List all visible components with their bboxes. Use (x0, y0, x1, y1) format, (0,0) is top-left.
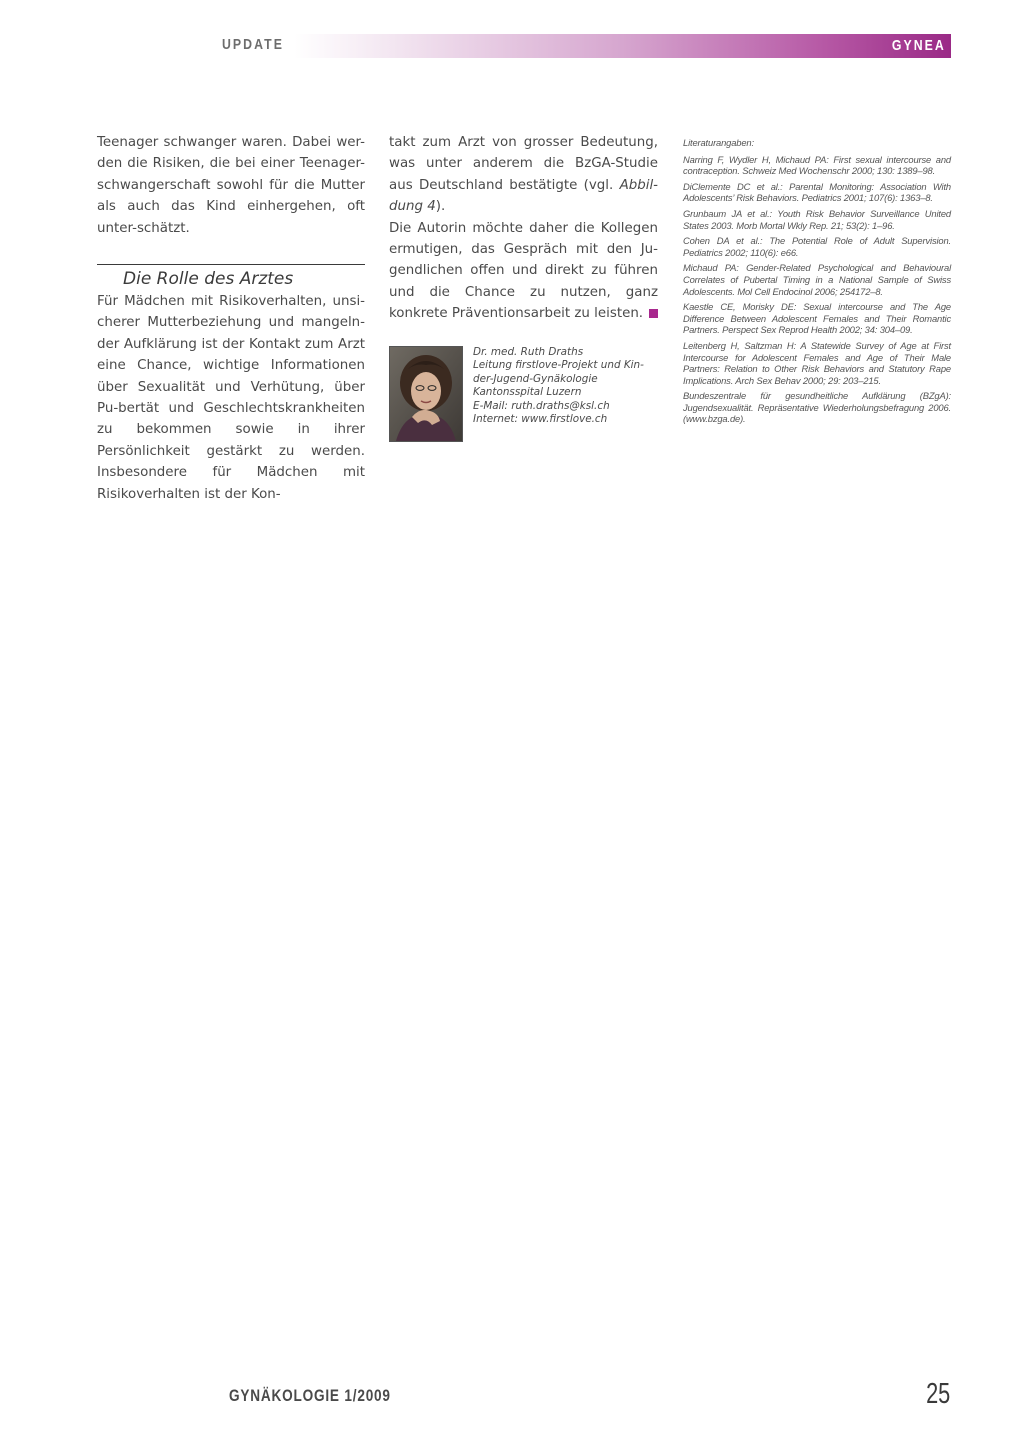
references-heading: Literaturangaben: (683, 137, 754, 148)
article-end-mark (649, 309, 658, 318)
body-text: Die Autorin möchte daher die Kollegen ermutigen, das Gespräch mit den Ju-gendlichen offen und direkt zu führen und die Chance zu nutzen, ganz konkrete Präventionsarbeit zu leisten. (389, 220, 658, 322)
author-role: der-Jugend-Gynäkologie (473, 372, 598, 385)
reference-item: Cohen DA et al.: The Potential Role of Adult Supervision. Pediatrics 2002; 110(6): e66. (683, 235, 951, 258)
section-divider (97, 264, 365, 265)
reference-item: DiClemente DC et al.: Parental Monitoring: Association With Adolescents’ Risk Behaviors. Pediatrics 2001; 107(6): 1363–8. (683, 180, 951, 204)
body-paragraph (389, 132, 658, 218)
footer-journal-issue: GYNÄKOLOGIE 1/2009 (229, 1386, 391, 1405)
body-paragraph: Teenager schwanger waren. Dabei wer-den die Risiken, die bei einer Teenager-schwangerschaft sowohl für die Mutter als auch das Kind einhergehen, oft unter-schätzt. (97, 135, 365, 236)
reference-item: Michaud PA: Gender-Related Psychological and Behavioural Correlates of Pubertal Timing in a National Sample of Swiss Adolescents. Mol Cell Endocinol 2006; 254172–8. (683, 262, 951, 297)
text-column-1 (97, 132, 365, 505)
journal-tag: GYNEA (892, 37, 946, 54)
reference-item: Grunbaum JA et al.: Youth Risk Behavior Surveillance United States 2003. Morb Mortal Wkly Rep. 21; 53(2): 1–96. (683, 207, 951, 231)
references-list (683, 137, 951, 429)
author-website: Internet: www.firstlove.ch (473, 413, 608, 426)
reference-item: Leitenberg H, Saltzman H: A Statewide Survey of Age at First Intercourse for Adolescent Females and Age of Their Male Partners: Relation to Other Risk Behaviors and Statutory Rape Implications. Arch Sex Behav 2000; 29: 203–215. (683, 339, 951, 386)
author-email: E-Mail: ruth.draths@ksl.ch (473, 399, 610, 412)
body-paragraph: Für Mädchen mit Risikoverhalten, unsi-cherer Mutterbeziehung und mangeln-der Aufklärung ist der Kontakt zum Arzt eine Chance, wichtige Informationen über Sexualität und Verhütung, über Pu-bertät und Geschlechtskrankheiten zu bekommen sowie in ihrer Persönlichkeit gestärkt zu werden. Insbesondere für Mädchen mit Risikoverhalten ist der Kon- (97, 294, 365, 502)
text-column-2 (389, 132, 658, 325)
author-institution: Kantonsspital Luzern (473, 386, 582, 399)
reference-item: Bundeszentrale für gesundheitliche Aufklärung (BZgA): Jugendsexualität. Repräsentative Wiederholungsbefragung 2006. (www.bzga.de). (683, 390, 951, 425)
reference-item: Kaestle CE, Morisky DE: Sexual intercourse and The Age Difference Between Adolescent Females and Their Romantic Partners. Perspect Sex Reprod Health 2002; 34: 304–09. (683, 301, 951, 336)
author-info (473, 346, 663, 426)
author-name: Dr. med. Ruth Draths (473, 346, 584, 358)
header-gradient-bar (294, 34, 951, 58)
figure-reference: Abbil-dung 4 (389, 177, 658, 215)
reference-item: Narring F, Wydler H, Michaud PA: First sexual intercourse and contraception. Schweiz Med Wochenschr 2000; 130: 1389–98. (683, 153, 951, 177)
author-role: Leitung firstlove-Projekt und Kin- (473, 359, 644, 372)
section-label: UPDATE (222, 36, 284, 53)
body-text: ). (435, 199, 446, 215)
body-paragraph (389, 218, 658, 325)
body-text: takt zum Arzt von grosser Bedeutung, was unter anderem die BzGA-Studie aus Deutschland bestätigte (vgl. (389, 135, 658, 193)
section-heading: Die Rolle des Arztes (123, 269, 294, 290)
author-photo (389, 346, 463, 442)
page-number: 25 (925, 1378, 950, 1410)
